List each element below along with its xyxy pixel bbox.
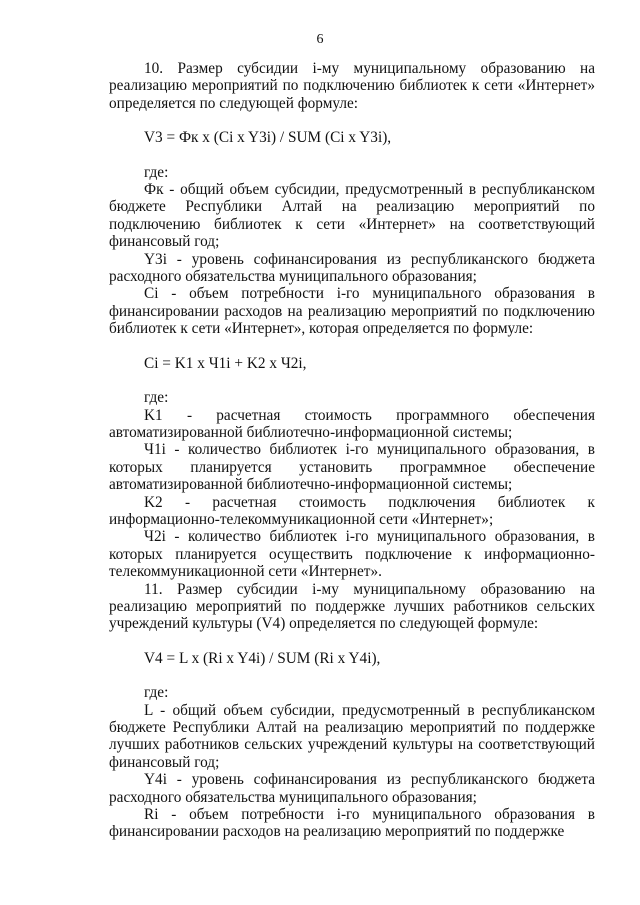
definition-fk: Фк - общий объем субсидии, предусмотренный в республиканском бюджете Республики Алтай на реализацию мероприятий по подключению библиотек к сети «Интернет» на соответствующий финансовый год; bbox=[109, 181, 595, 251]
definition-y3i: Y3i - уровень софинансирования из республиканского бюджета расходного обязательства муниципального образования; bbox=[109, 250, 595, 286]
where-label: где: bbox=[144, 389, 169, 407]
where-label: где: bbox=[144, 163, 169, 181]
page-number: 6 bbox=[316, 32, 324, 47]
definition-ri: Ri - объем потребности i-го муниципального образования в финансировании расходов на реализацию мероприятий по поддержке bbox=[109, 806, 595, 841]
document-body bbox=[109, 60, 595, 841]
definition-ch1i: Ч1i - количество библиотек i-го муниципального образования, в которых планируется установить программное обеспечение автоматизированной библиотечно-информационной системы; bbox=[109, 441, 595, 494]
where-label: где: bbox=[144, 684, 169, 702]
formula-ci: Ci = K1 x Ч1i + K2 x Ч2i, bbox=[144, 354, 307, 372]
definition-ch2i: Ч2i - количество библиотек i-го муниципального образования, в которых планируется осуществить подключение к информационно-телекоммуникационной сети «Интернет». bbox=[109, 528, 595, 581]
definition-k1: K1 - расчетная стоимость программного обеспечения автоматизированной библиотечно-информационной системы; bbox=[109, 406, 595, 441]
paragraph-10-intro: 10. Размер субсидии i-му муниципальному образованию на реализацию мероприятий по подключению библиотек к сети «Интернет» определяется по следующей формуле: bbox=[109, 60, 595, 112]
definition-y4i: Y4i - уровень софинансирования из республиканского бюджета расходного обязательства муниципального образования; bbox=[109, 771, 595, 806]
paragraph-11-intro: 11. Размер субсидии i-му муниципальному образованию на реализацию мероприятий по поддержке лучших работников сельских учреждений культуры (V4) определяется по следующей формуле: bbox=[109, 580, 595, 633]
formula-v4: V4 = L x (Ri x Y4i) / SUM (Ri x Y4i), bbox=[144, 649, 381, 667]
formula-v3: V3 = Фк x (Ci x Y3i) / SUM (Ci x Y3i), bbox=[144, 129, 392, 147]
definition-k2: K2 - расчетная стоимость подключения библиотек к информационно-телекоммуникационной сети «Интернет»; bbox=[109, 493, 595, 528]
definition-ci: Ci - объем потребности i-го муниципального образования в финансировании расходов на реализацию мероприятий по подключению библиотек к сети «Интернет», которая определяется по формуле: bbox=[109, 285, 595, 338]
definition-l: L - общий объем субсидии, предусмотренный в республиканском бюджете Республики Алтай на реализацию мероприятий по поддержке лучших работников сельских учреждений культуры на соответствующий финансовый год; bbox=[109, 701, 595, 771]
